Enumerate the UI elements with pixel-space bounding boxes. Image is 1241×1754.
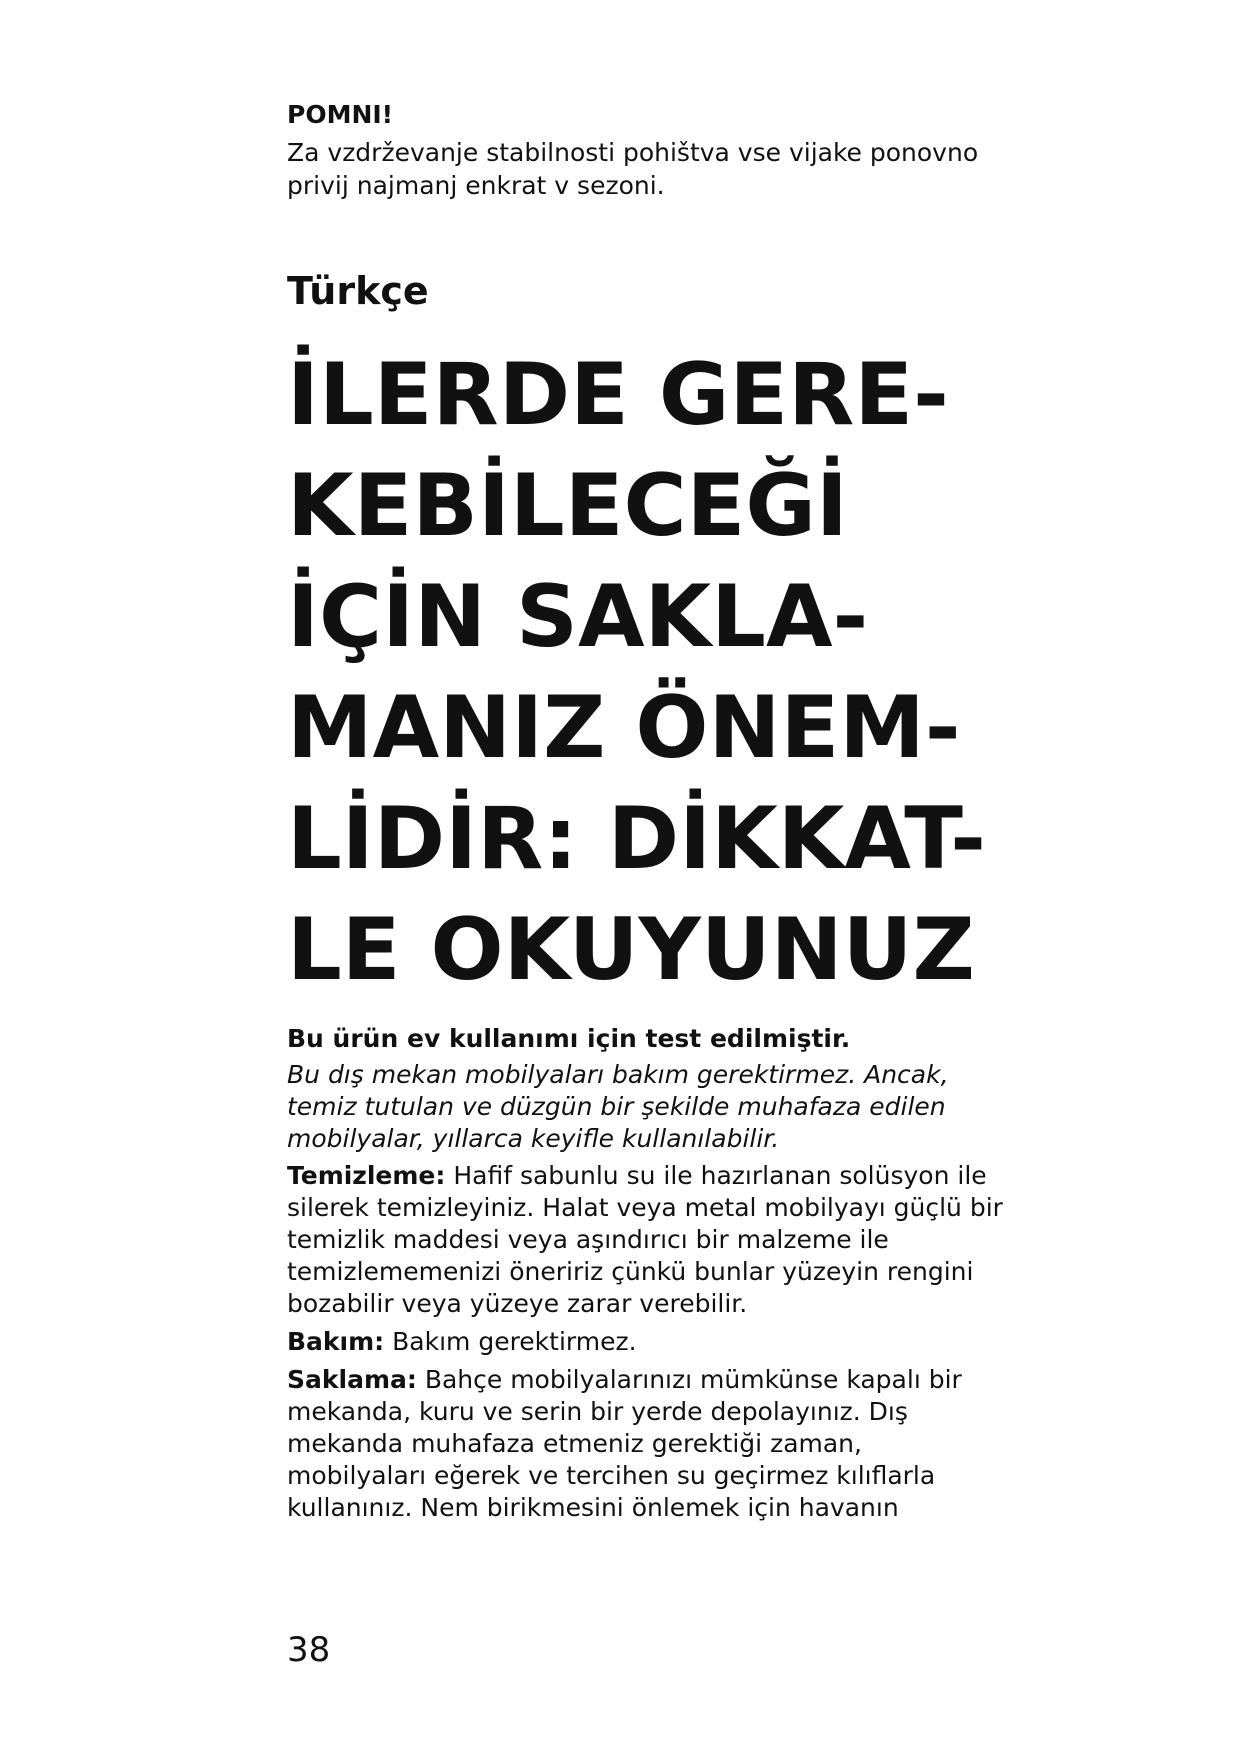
language-heading: Türkçe: [287, 269, 429, 313]
storage-paragraph: [287, 1364, 1007, 1524]
cleaning-paragraph: [287, 1160, 1007, 1320]
main-heading-line: KEBİLECEĞİ: [287, 456, 848, 556]
main-heading: [287, 340, 986, 1006]
storage-text: Bahçe mobilyalarınızı mümkünse kapalı bir mekanda, kuru ve serin bir yerde depolayınız. Dış mekanda muhafaza etmeniz gerektiği zaman, mobilyaları eğerek ve tercihen su geçirmez kılıflarla kullanınız. Nem birikmesini önlemek için havanın: [287, 1365, 962, 1522]
main-heading-line: MANIZ ÖNEM-: [287, 678, 961, 778]
care-label: Bakım:: [287, 1327, 385, 1356]
intro-paragraph: Bu dış mekan mobilyaları bakım gerektirmez. Ancak, temiz tutulan ve düzgün bir şekilde muhafaza edilen mobilyalar, yıllarca keyifle kullanılabilir.: [287, 1060, 949, 1153]
main-heading-line: LİDİR: DİKKAT-: [287, 789, 987, 889]
cleaning-text: Hafif sabunlu su ile hazırlanan solüsyon ile silerek temizleyiniz. Halat veya metal mobilyayı güçlü bir temizlik maddesi veya aşındırıcı bir malzeme ile temizlememenizi öneririz çünkü bunlar yüzeyin rengini bozabilir veya yüzeye zarar verebilir.: [287, 1161, 1003, 1318]
care-text: Bakım gerektirmez.: [392, 1327, 637, 1356]
main-heading-line: İÇİN SAKLA-: [287, 567, 869, 667]
main-heading-line: LE OKUYUNUZ: [287, 900, 975, 1000]
page-number: 38: [287, 1630, 331, 1670]
tested-statement: Bu ürün ev kullanımı için test edilmiştir.: [287, 1024, 851, 1053]
storage-label: Saklama:: [287, 1365, 417, 1394]
notice-title: POMNI!: [287, 100, 394, 129]
main-heading-line: İLERDE GERE-: [287, 345, 949, 445]
cleaning-label: Temizleme:: [287, 1161, 446, 1190]
instructions-content: [287, 1023, 1007, 1530]
care-paragraph: [287, 1326, 1007, 1358]
notice-body: Za vzdrževanje stabilnosti pohištva vse vijake ponovno privij najmanj enkrat v sezoni.: [287, 138, 979, 200]
